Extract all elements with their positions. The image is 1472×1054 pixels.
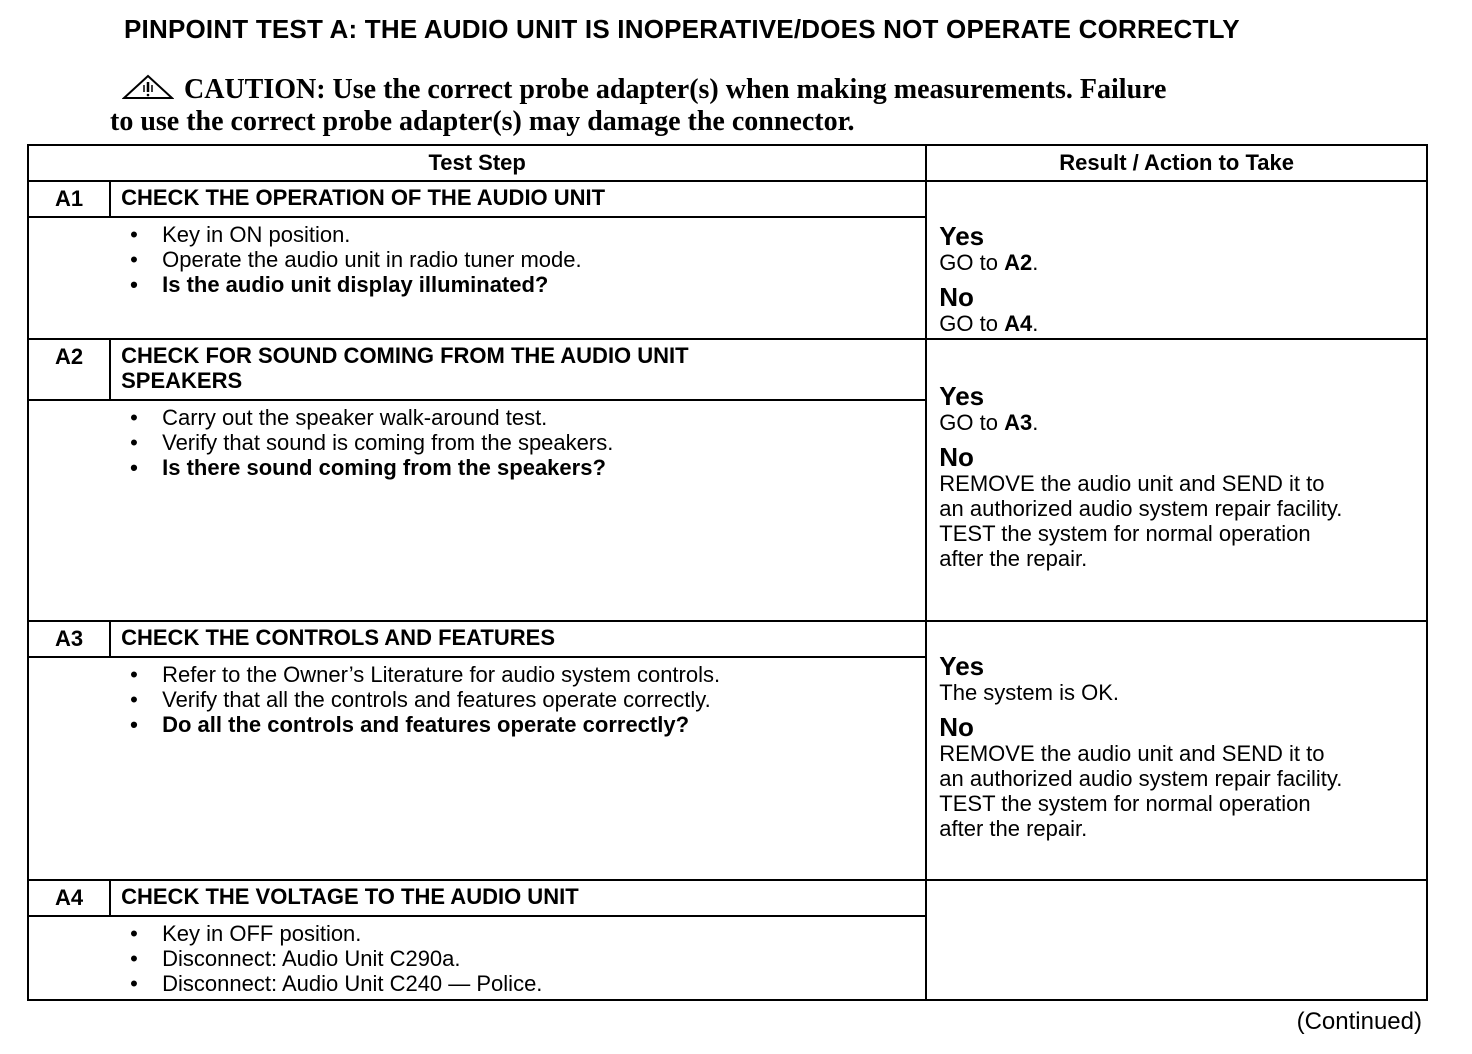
no-label: No xyxy=(939,441,974,472)
step-body xyxy=(110,217,926,339)
warning-triangle-icon xyxy=(122,74,174,100)
yes-action: The system is OK. xyxy=(939,680,1119,705)
step-title: CHECK FOR SOUND COMING FROM THE AUDIO UNIT SPEAKERS xyxy=(110,339,926,400)
step-title: CHECK THE CONTROLS AND FEATURES xyxy=(110,621,926,657)
list-item: • Key in OFF position. xyxy=(130,921,915,946)
step-body xyxy=(110,400,926,621)
table-header-row xyxy=(28,145,1427,181)
blank-id-cell xyxy=(28,657,110,880)
step-result xyxy=(926,880,1427,1000)
step-id: A4 xyxy=(28,880,110,916)
step-body xyxy=(110,916,926,1000)
step-title-row xyxy=(28,339,1427,400)
yes-label: Yes xyxy=(939,651,985,681)
yes-label: Yes xyxy=(939,380,985,411)
header-result-action: Result / Action to Take xyxy=(926,145,1427,181)
list-item: • Disconnect: Audio Unit C290a. xyxy=(130,946,915,971)
step-body xyxy=(110,657,926,880)
caution-line-2: to use the correct probe adapter(s) may damage the connector. xyxy=(110,106,855,137)
continued-label: (Continued) xyxy=(1296,1008,1422,1035)
header-test-step: Test Step xyxy=(28,145,926,181)
step-result xyxy=(926,621,1427,880)
step-title: CHECK THE VOLTAGE TO THE AUDIO UNIT xyxy=(110,880,926,916)
step-id: A3 xyxy=(28,621,110,657)
caution-line-1: CAUTION: Use the correct probe adapter(s) when making measurements. Failure xyxy=(184,74,1167,105)
page-title: PINPOINT TEST A: THE AUDIO UNIT IS INOPERATIVE/DOES NOT OPERATE CORRECTLY xyxy=(124,14,1240,44)
no-action: REMOVE the audio unit and SEND it to an authorized audio system repair facility. TEST the system for normal operation after the repair. xyxy=(939,470,1343,571)
no-label: No xyxy=(939,282,974,312)
blank-id-cell xyxy=(28,400,110,621)
list-item: • Disconnect: Audio Unit C240 — Police. xyxy=(130,971,915,996)
yes-action: GO to A2. xyxy=(939,250,1039,275)
step-result xyxy=(926,339,1427,621)
step-id: A2 xyxy=(28,339,110,400)
list-item: • Operate the audio unit in radio tuner mode. xyxy=(130,247,915,272)
step-question: • Is there sound coming from the speakers? xyxy=(130,455,915,480)
list-item: • Key in ON position. xyxy=(130,222,915,247)
blank-id-cell xyxy=(28,217,110,339)
step-question: • Do all the controls and features operate correctly? xyxy=(130,712,915,737)
step-result xyxy=(926,181,1427,339)
yes-action: GO to A3. xyxy=(939,409,1039,435)
blank-id-cell xyxy=(28,916,110,1000)
pinpoint-test-table xyxy=(27,144,1428,1001)
list-item: • Verify that sound is coming from the speakers. xyxy=(130,430,915,455)
list-item: • Refer to the Owner’s Literature for audio system controls. xyxy=(130,662,915,687)
step-title-row xyxy=(28,181,1427,217)
step-title-row xyxy=(28,880,1427,916)
no-action: REMOVE the audio unit and SEND it to an authorized audio system repair facility. TEST the system for normal operation after the repair. xyxy=(939,741,1343,841)
no-label: No xyxy=(939,712,974,742)
no-action: GO to A4. xyxy=(939,311,1039,336)
step-id: A1 xyxy=(28,181,110,217)
step-title: CHECK THE OPERATION OF THE AUDIO UNIT xyxy=(110,181,926,217)
list-item: • Verify that all the controls and features operate correctly. xyxy=(130,687,915,712)
list-item: • Carry out the speaker walk-around test. xyxy=(130,405,915,430)
yes-label: Yes xyxy=(939,221,985,251)
step-title-row xyxy=(28,621,1427,657)
caution-note xyxy=(110,74,1330,138)
step-question: • Is the audio unit display illuminated? xyxy=(130,272,915,297)
